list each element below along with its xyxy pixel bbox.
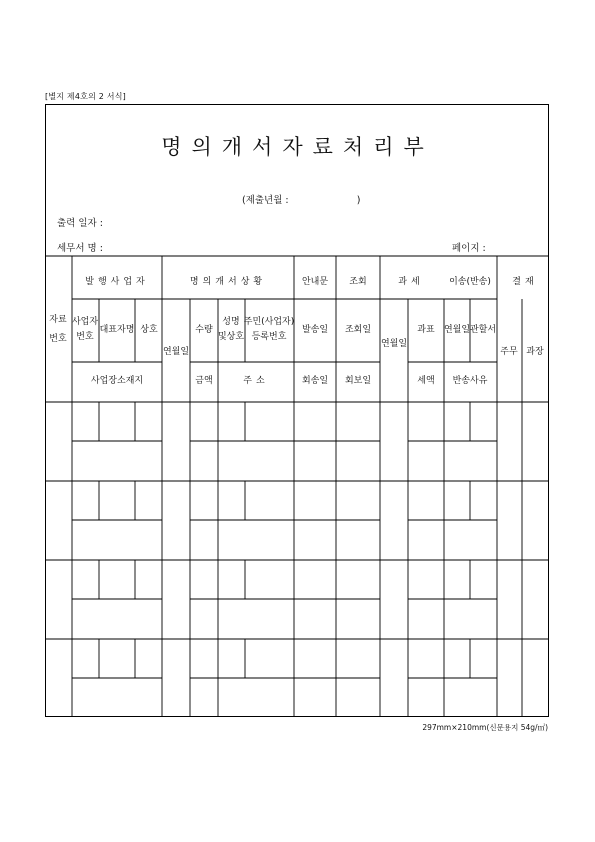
header-year-month: 연월일 <box>162 347 190 357</box>
header-amount: 금액 <box>195 376 213 386</box>
header-response-date: 회보일 <box>344 376 372 386</box>
header-inquiry-date: 조회일 <box>344 325 372 335</box>
header-resident-no-line2: 등록번호 <box>251 332 287 342</box>
header-taxation: 과세 <box>398 277 424 287</box>
header-representative: 대표자명 <box>99 325 135 335</box>
header-approval: 결재 <box>512 277 538 287</box>
period-close: ) <box>356 195 361 206</box>
header-address: 주소 <box>243 376 269 386</box>
paper-spec: 297mm×210mm(신문용지 54g/㎡) <box>422 723 548 732</box>
header-transfer-return: 이송(반송) <box>449 277 491 287</box>
header-reply-date: 회송일 <box>301 376 329 386</box>
header-resident-no-line1: 주민(사업자) <box>243 317 295 327</box>
header-name-trade-line1: 성명 <box>222 317 240 327</box>
header-manager: 과장 <box>526 347 544 357</box>
header-jurisdiction: 관할서 <box>469 325 497 335</box>
header-record-no-line1: 자료 <box>49 315 67 325</box>
header-return-reason: 반송사유 <box>452 376 488 386</box>
header-officer: 주무 <box>500 347 518 357</box>
output-date-label: 출력 일자 : <box>57 218 103 229</box>
header-trade-name: 상호 <box>140 325 158 335</box>
header-record-no-line2: 번호 <box>49 334 67 344</box>
page-label: 페이지 : <box>452 243 486 254</box>
header-transfer-status: 명의개서상황 <box>189 277 267 287</box>
form-code: [별지 제4호의 2 서식] <box>45 92 126 101</box>
header-notice: 안내문 <box>301 277 329 287</box>
header-inquiry: 조회 <box>349 277 367 287</box>
header-tax-year-month: 연월일 <box>380 339 408 349</box>
header-biz-no-line1: 사업자 <box>71 317 99 327</box>
tax-office-label: 세무서 명 : <box>57 243 103 254</box>
header-tax-type: 과표 <box>417 325 435 335</box>
header-issuer: 발행사업자 <box>85 277 149 287</box>
header-transfer-date: 연월일 <box>443 325 471 335</box>
header-biz-no-line2: 번호 <box>76 332 94 342</box>
form-title: 명의개서자료처리부 <box>161 135 434 159</box>
header-tax-amount: 세액 <box>417 376 435 386</box>
header-name-trade-line2: 및상호 <box>217 332 245 342</box>
header-sent-date: 발송일 <box>301 325 329 335</box>
period-open: (제출년월 : <box>242 195 289 206</box>
header-quantity: 수량 <box>195 325 213 335</box>
header-biz-address: 사업장소재지 <box>90 376 144 386</box>
